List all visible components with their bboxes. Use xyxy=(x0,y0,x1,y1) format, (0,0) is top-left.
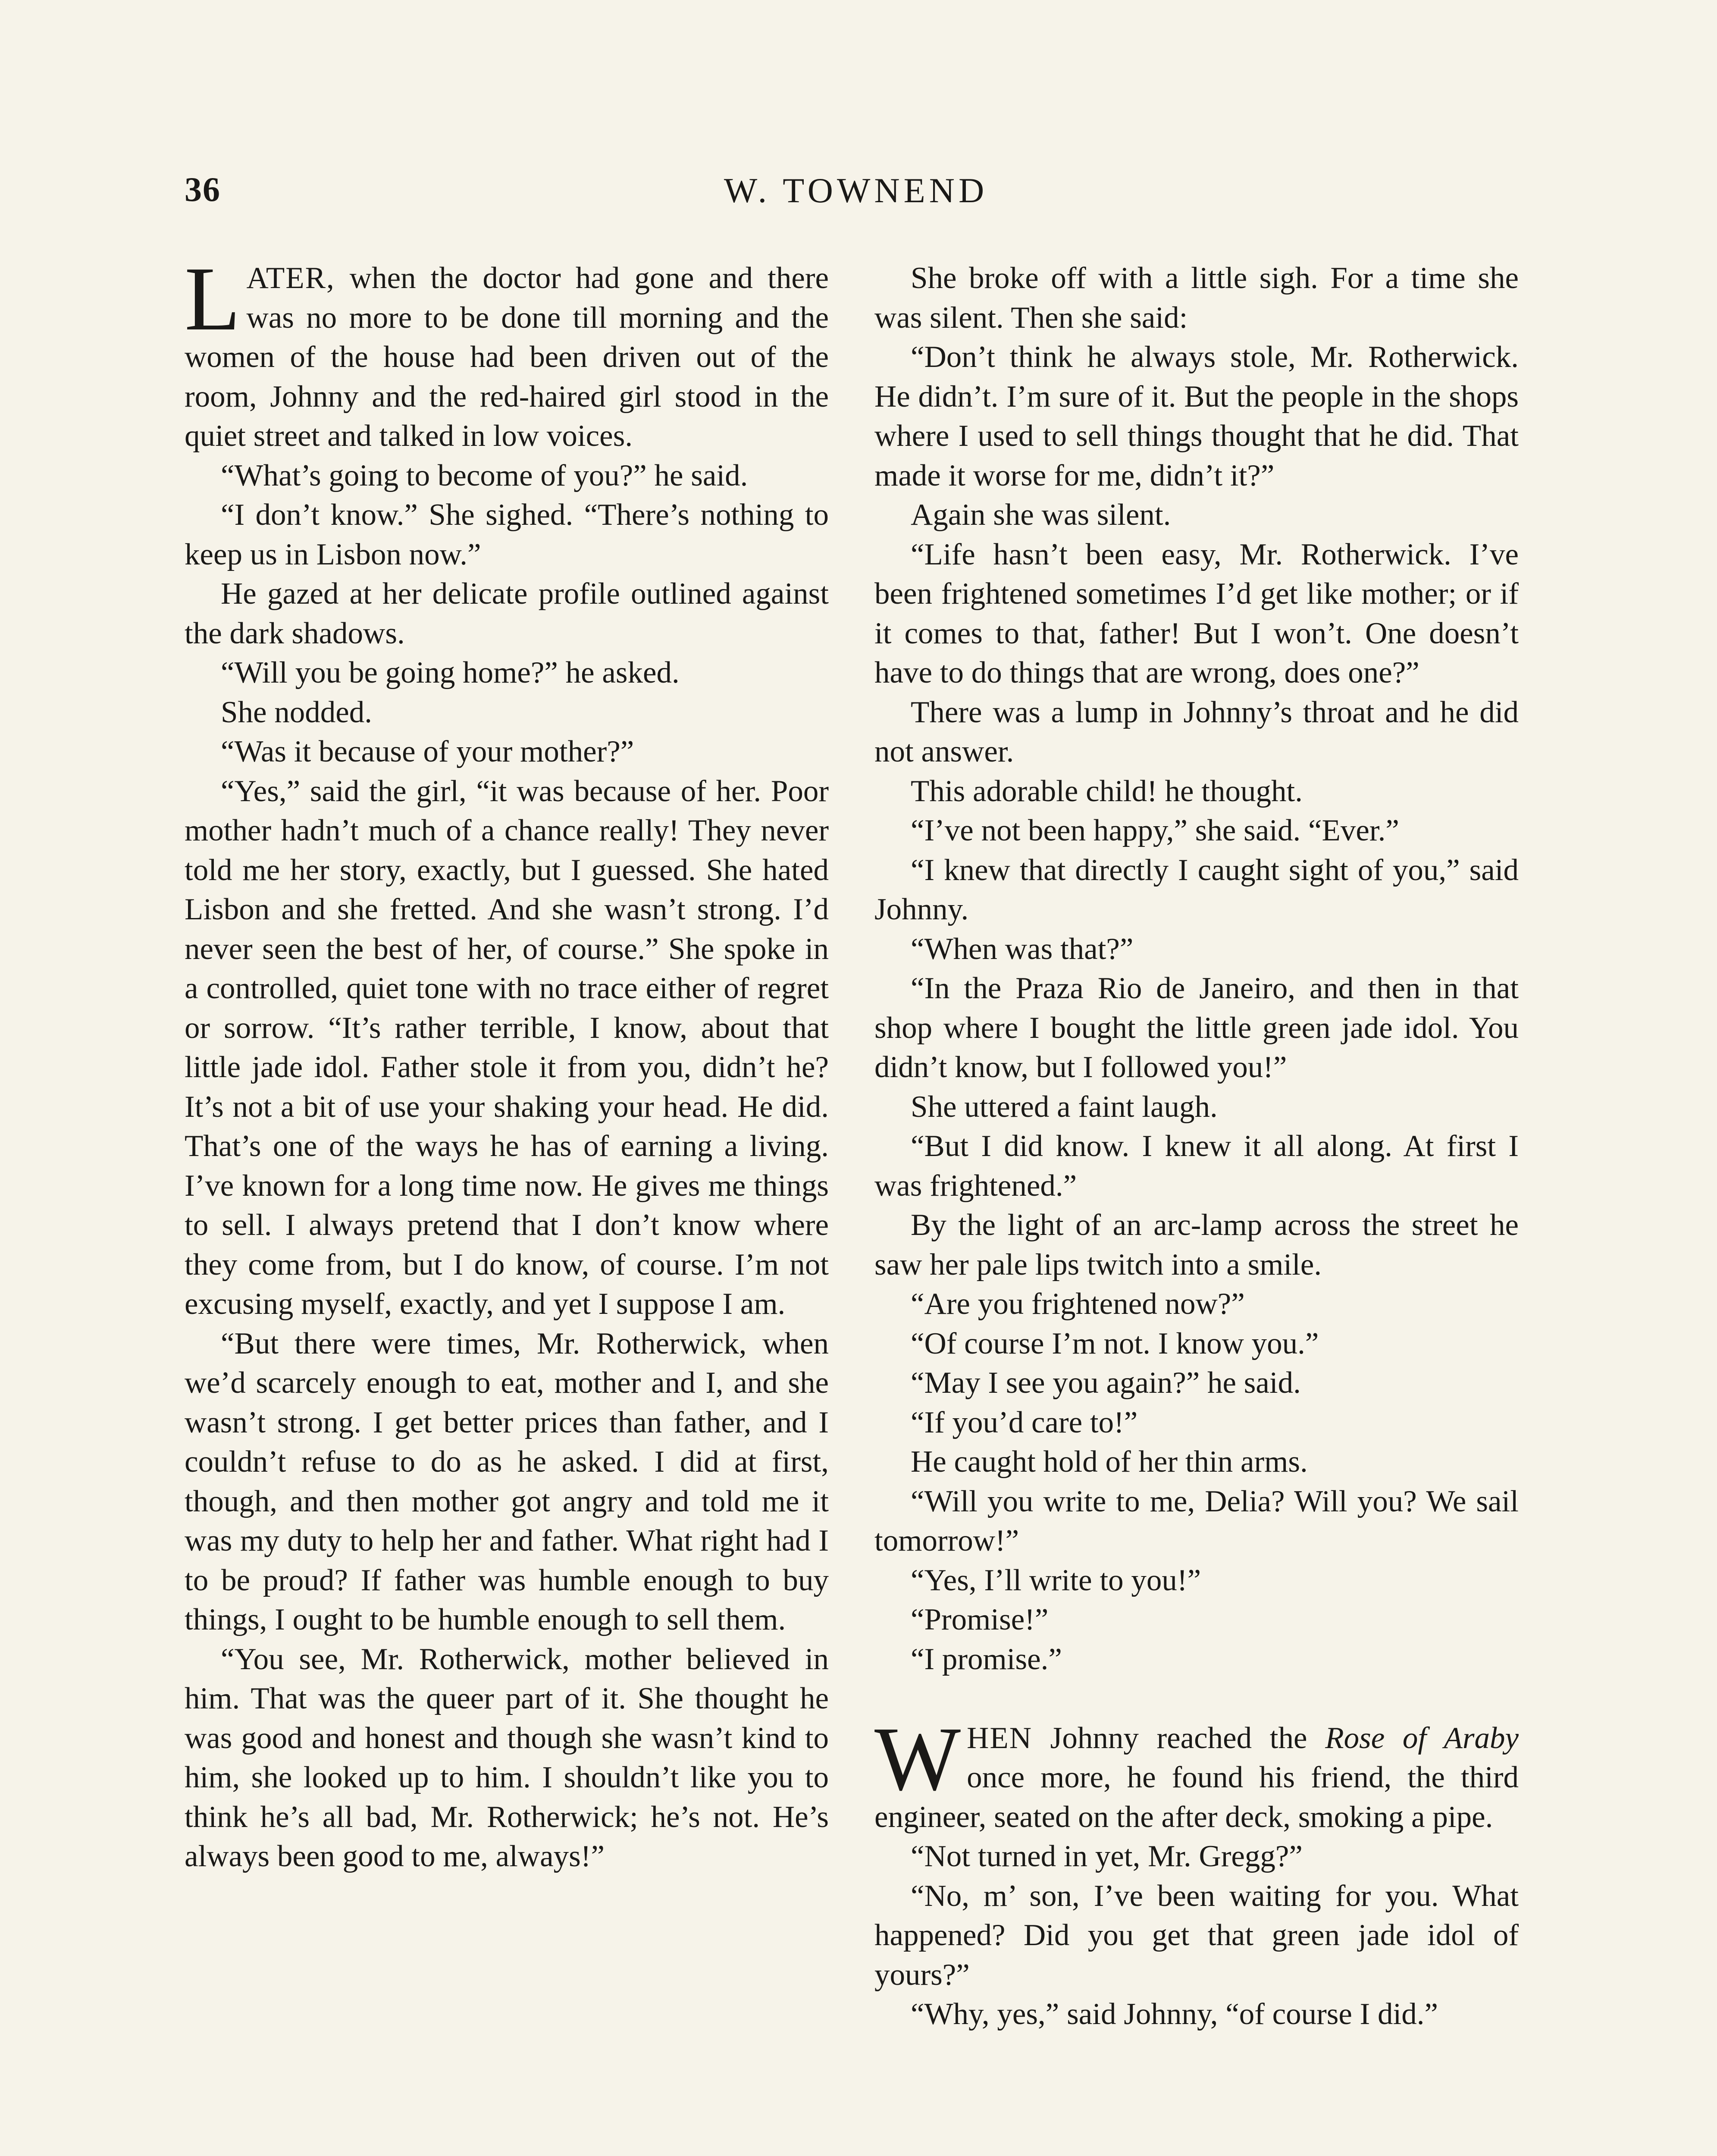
paragraph: “I don’t know.” She sighed. “There’s nothing to keep us in Lisbon now.” xyxy=(185,498,829,571)
paragraph: “Will you write to me, Delia? Will you? We sail tomorrow!” xyxy=(874,1484,1519,1557)
paragraph: “Life hasn’t been easy, Mr. Rotherwick. I’ve been frightened sometimes I’d get like mother; or if it comes to that, father! But I won’t. One doesn’t have to do things that are wrong, does one?” xyxy=(874,537,1519,689)
paragraph: “But there were times, Mr. Rotherwick, when we’d scarcely enough to eat, mother and I, and she wasn’t strong. I get better prices than father, and I couldn’t refuse to do as he asked. I did at first, though, and then mother got angry and told me it was my duty to help her and father. What right had I to be proud? If father was humble enough to buy things, I ought to be humble enough to sell them. xyxy=(185,1326,829,1636)
paragraph: By the light of an arc-lamp across the street he saw her pale lips twitch into a smile. xyxy=(874,1208,1519,1282)
paragraph: “Don’t think he always stole, Mr. Rotherwick. He didn’t. I’m sure of it. But the people in the shops where I used to sell things thought that he did. That made it worse for me, didn’t it?” xyxy=(874,340,1519,492)
paragraph: “I’ve not been happy,” she said. “Ever.” xyxy=(911,814,1399,847)
paragraph: “What’s going to become of you?” he said. xyxy=(221,458,748,492)
paragraph: “Yes, I’ll write to you!” xyxy=(911,1563,1201,1597)
paragraph-text: once more, he found his friend, the third engineer, seated on the after deck, smoking a pipe. xyxy=(874,1761,1519,1834)
paragraph: There was a lump in Johnny’s throat and he did not answer. xyxy=(874,695,1519,768)
paragraph: “Of course I’m not. I know you.” xyxy=(911,1326,1319,1360)
paragraph: “When was that?” xyxy=(911,932,1134,966)
paragraph-text: when the doctor had gone and there was no more to be done till morning and the women of the house had been driven out of the room, Johnny and the red-haired girl stood in the quiet street and talked in low voices. xyxy=(185,261,829,453)
paragraph: “Will you be going home?” he asked. xyxy=(221,656,680,689)
ship-name: Rose of Araby xyxy=(1325,1721,1519,1755)
paragraph-text: Johnny reached the xyxy=(1032,1721,1325,1755)
paragraph: “You see, Mr. Rotherwick, mother believed in him. That was the queer part of it. She thought he was good and honest and though she wasn’t kind to him, she looked up to him. I shouldn’t like you to think he’s all bad, Mr. Rotherwick; he’s not. He’s always been good to me, always!” xyxy=(185,1642,829,1873)
paragraph: “But I did know. I knew it all along. At first I was frightened.” xyxy=(874,1129,1519,1203)
page-header xyxy=(185,170,1527,231)
paragraph: “I knew that directly I caught sight of you,” said Johnny. xyxy=(874,853,1519,926)
page-number: 36 xyxy=(185,171,221,209)
paragraph: “Why, yes,” said Johnny, “of course I did.” xyxy=(911,1997,1438,2031)
paragraph: She uttered a faint laugh. xyxy=(911,1090,1218,1124)
running-head-author: W. TOWNEND xyxy=(724,171,988,210)
paragraph xyxy=(185,248,829,456)
paragraph: “Yes,” said the girl, “it was because of her. Poor mother hadn’t much of a chance really! They never told me her story, exactly, but I guessed. She hated Lisbon and she fretted. And she wasn’t strong. I’d never seen the best of her, of course.” She spoke in a controlled, quiet tone with no trace either of regret or sorrow. “It’s rather terrible, I know, about that little jade idol. Father stole it from you, didn’t he? It’s not a bit of use your shaking your head. He did. That’s one of the ways he has of earning a living. I’ve known for a long time now. He gives me things to sell. I always pretend that I don’t know where they come from, but I do know, of course. I’m not excusing myself, exactly, and yet I suppose I am. xyxy=(185,774,829,1321)
paragraph: He gazed at her delicate profile outlined against the dark shadows. xyxy=(185,577,829,650)
paragraph xyxy=(874,1708,1519,1837)
section-break xyxy=(874,1679,1519,1719)
paragraph: “No, m’ son, I’ve been waiting for you. What happened? Did you get that green jade idol of yours?” xyxy=(874,1879,1519,1992)
paragraph: “Promise!” xyxy=(911,1603,1049,1636)
paragraph: “I promise.” xyxy=(911,1642,1062,1676)
paragraph: She nodded. xyxy=(221,695,373,729)
left-column xyxy=(185,248,829,1877)
paragraph: “If you’d care to!” xyxy=(911,1405,1138,1439)
paragraph: “In the Praza Rio de Janeiro, and then in that shop where I bought the little green jade idol. You didn’t know, but I followed you!” xyxy=(874,971,1519,1084)
paragraph: She broke off with a little sigh. For a time she was silent. Then she said: xyxy=(874,261,1519,335)
paragraph: “Was it because of your mother?” xyxy=(221,735,634,768)
paragraph: He caught hold of her thin arms. xyxy=(911,1445,1308,1479)
small-caps-lead: ATER, xyxy=(246,261,335,295)
paragraph: “May I see you again?” he said. xyxy=(911,1366,1301,1400)
paragraph: Again she was silent. xyxy=(911,498,1171,532)
paragraph: This adorable child! he thought. xyxy=(911,774,1303,808)
paragraph: “Are you frightened now?” xyxy=(911,1287,1245,1321)
drop-cap: L xyxy=(185,248,241,349)
right-column xyxy=(874,259,1519,2034)
small-caps-lead: HEN xyxy=(967,1721,1033,1755)
paragraph: “Not turned in yet, Mr. Gregg?” xyxy=(911,1839,1303,1873)
drop-cap: W xyxy=(874,1708,961,1809)
